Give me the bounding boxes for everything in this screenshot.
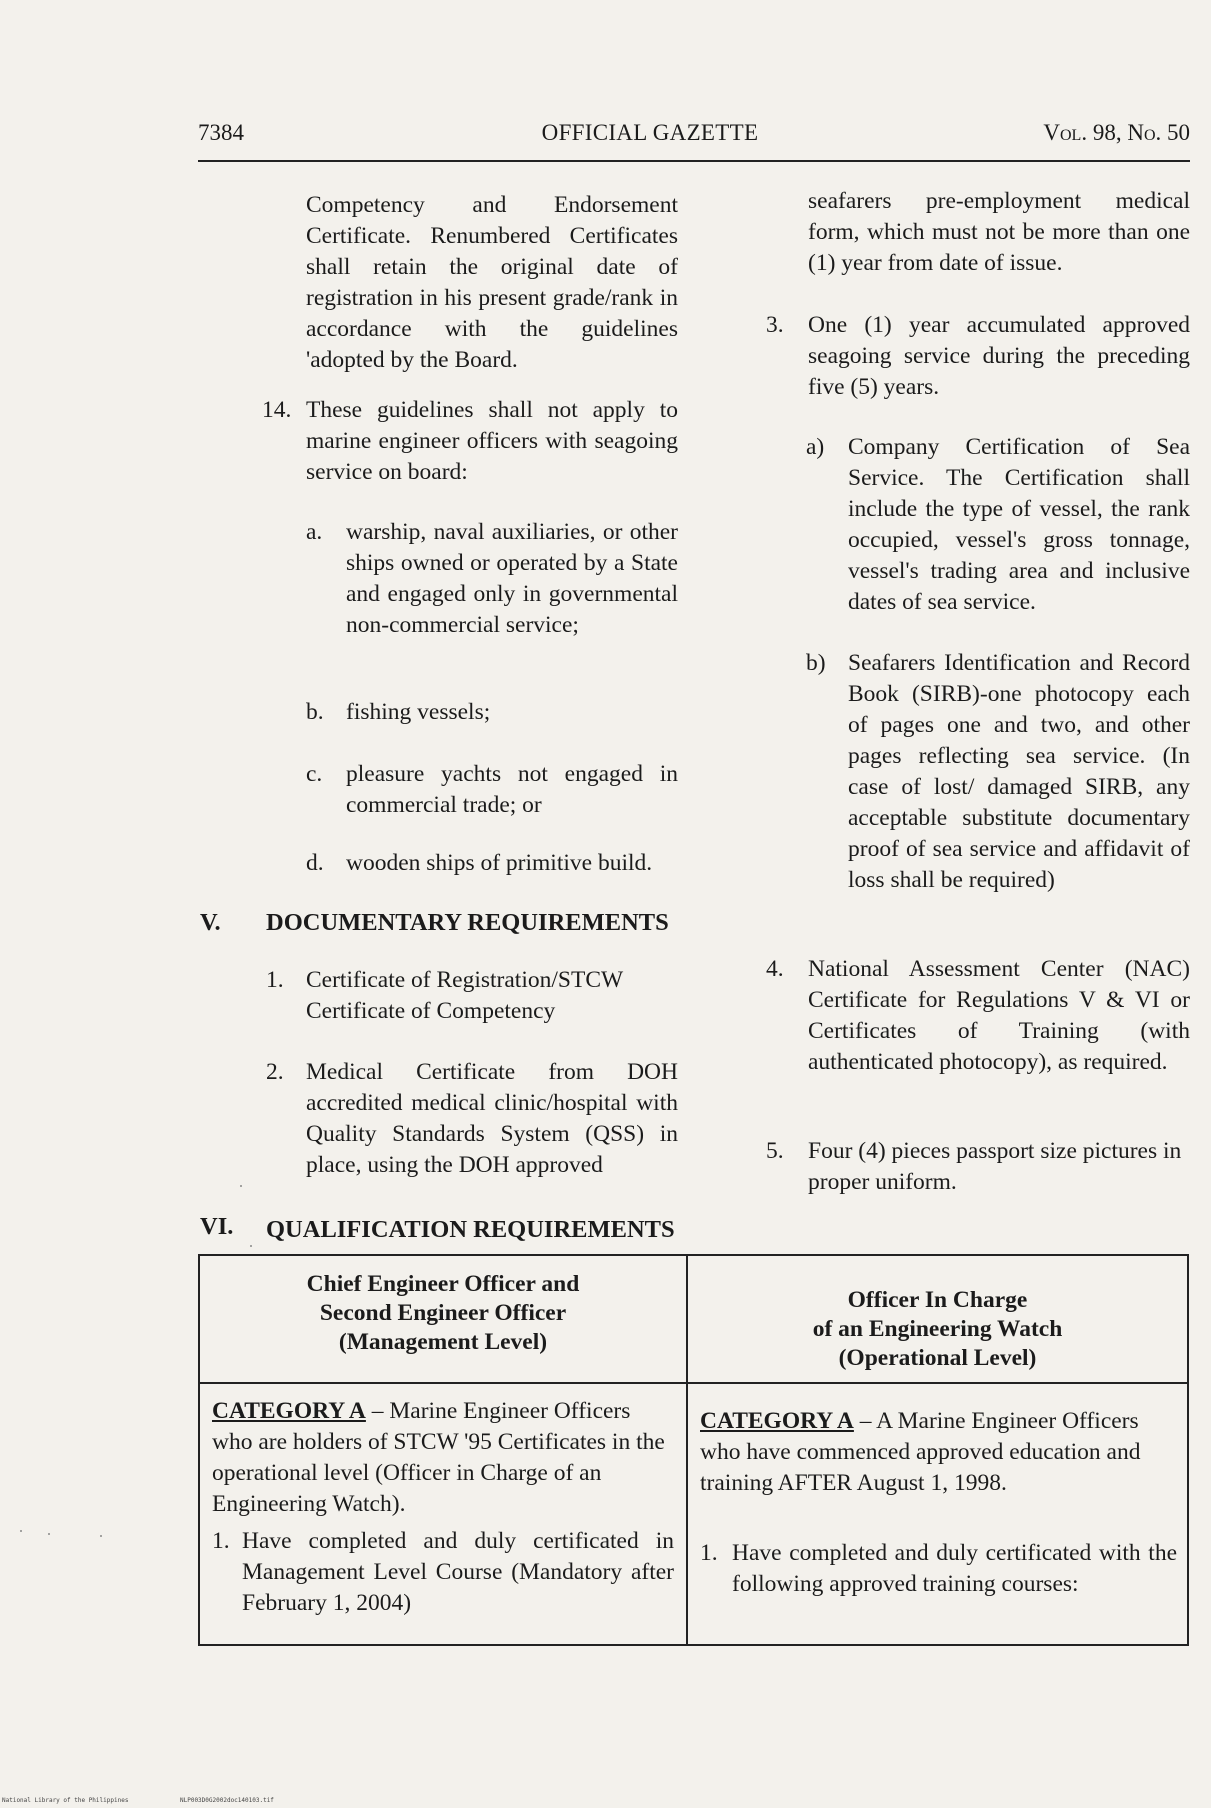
doc-req-4-text: National Assessment Center (NAC) Certificate for Regulations V & VI or Certificates of Training (with authenticated photocopy), as required. xyxy=(808,956,1190,1075)
table-header-management xyxy=(200,1270,686,1357)
item-14b-text: fishing vessels; xyxy=(346,699,491,725)
doc-req-2-number: 2. xyxy=(266,1059,284,1085)
doc-req-2-text: Medical Certificate from DOH accredited medical clinic/hospital with Quality Standards System (QSS) in place, using the DOH approved xyxy=(306,1059,678,1178)
doc-req-5-text: Four (4) pieces passport size pictures in proper uniform. xyxy=(808,1138,1182,1195)
doc-req-3a-text: Company Certification of Sea Service. The Certification shall include the type of vessel, the rank occupied, vessel's gross tonnage, vessel's trading area and inclusive dates of sea service. xyxy=(848,434,1190,615)
section-v-heading: DOCUMENTARY REQUIREMENTS xyxy=(266,909,669,936)
scan-speck xyxy=(100,1535,102,1537)
item-14a-label: a. xyxy=(306,519,323,545)
scan-speck xyxy=(20,1530,22,1532)
item-14b-label: b. xyxy=(306,699,324,725)
item-14d-label: d. xyxy=(306,850,324,876)
operational-category-a-text: – A Marine Engineer Officers who have commenced approved education and training AFTER August 1, 1998. xyxy=(700,1408,1141,1496)
item-14a-text: warship, naval auxiliaries, or other ships owned or operated by a State and engaged only in governmental non-commercial service; xyxy=(346,519,678,638)
left-continuation-text: Competency and Endorsement Certificate. Renumbered Certificates shall retain the original date of registration in his present grade/rank in accordance with the guidelines 'adopted by the Board. xyxy=(306,192,678,373)
scan-speck xyxy=(48,1533,50,1535)
management-header-line2: Second Engineer Officer xyxy=(319,1300,567,1326)
section-v-number: V. xyxy=(200,909,221,936)
qualification-table xyxy=(198,1254,1189,1646)
management-category-a xyxy=(212,1396,674,1520)
scan-footer-file: NLP003D0G2002doc140103.tif xyxy=(180,1797,274,1804)
doc-req-3b-label: b) xyxy=(806,650,826,676)
operational-category-a-label: CATEGORY A xyxy=(700,1408,854,1434)
page-number: 7384 xyxy=(198,120,244,145)
doc-req-1-text: Certificate of Registration/STCW Certificate of Competency xyxy=(306,967,623,1024)
section-vi-number: VI. xyxy=(200,1213,234,1240)
item-14d-text: wooden ships of primitive build. xyxy=(346,850,653,876)
right-continuation-text: seafarers pre-employment medical form, which must not be more than one (1) year from date of issue. xyxy=(808,188,1190,276)
operational-item-1-number: 1. xyxy=(700,1540,718,1566)
management-category-a-text: – Marine Engineer Officers who are holders of STCW '95 Certificates in the operational level (Officer in Charge of an Engineering Watch). xyxy=(212,1398,665,1517)
scan-speck xyxy=(240,1185,242,1187)
table-header-operational xyxy=(688,1286,1187,1373)
management-item-1-number: 1. xyxy=(212,1528,230,1554)
operational-item-1-text: Have completed and duly certificated with the following approved training courses: xyxy=(732,1540,1177,1597)
scan-footer-library: National Library of the Philippines xyxy=(2,1797,129,1804)
operational-category-a xyxy=(700,1406,1177,1499)
doc-req-3-number: 3. xyxy=(766,312,784,338)
item-14-number: 14. xyxy=(262,397,292,423)
doc-req-3b-text: Seafarers Identification and Record Book (SIRB)-one photocopy each of pages one and two, and other pages reflecting sea service. (In case of lost/ damaged SIRB, any acceptable substitute documentary proof of sea service and affidavit of loss shall be required) xyxy=(848,650,1190,893)
table-header-divider xyxy=(200,1382,1187,1384)
doc-req-1-number: 1. xyxy=(266,967,284,993)
publication-title: OFFICIAL GAZETTE xyxy=(541,120,759,145)
operational-header-line1: Officer In Charge xyxy=(847,1287,1028,1313)
management-category-a-label: CATEGORY A xyxy=(212,1398,366,1424)
section-vi-heading: QUALIFICATION REQUIREMENTS xyxy=(266,1216,675,1243)
management-header-line1: Chief Engineer Officer and xyxy=(306,1271,580,1297)
management-item-1-text: Have completed and duly certificated in Management Level Course (Mandatory after February 1, 2004) xyxy=(242,1528,674,1616)
volume-number: Vol. 98, No. 50 xyxy=(1043,120,1190,145)
scan-speck xyxy=(250,1245,252,1247)
item-14-text: These guidelines shall not apply to marine engineer officers with seagoing service on board: xyxy=(306,397,678,485)
operational-header-line3: (Operational Level) xyxy=(838,1345,1037,1371)
header-rule xyxy=(198,160,1190,162)
item-14c-label: c. xyxy=(306,761,323,787)
item-14c-text: pleasure yachts not engaged in commercial trade; or xyxy=(346,761,678,818)
management-header-line3: (Management Level) xyxy=(338,1329,548,1355)
doc-req-5-number: 5. xyxy=(766,1138,784,1164)
operational-header-line2: of an Engineering Watch xyxy=(812,1316,1063,1342)
doc-req-4-number: 4. xyxy=(766,956,784,982)
doc-req-3a-label: a) xyxy=(806,434,825,460)
doc-req-3-text: One (1) year accumulated approved seagoing service during the preceding five (5) years. xyxy=(808,312,1190,400)
